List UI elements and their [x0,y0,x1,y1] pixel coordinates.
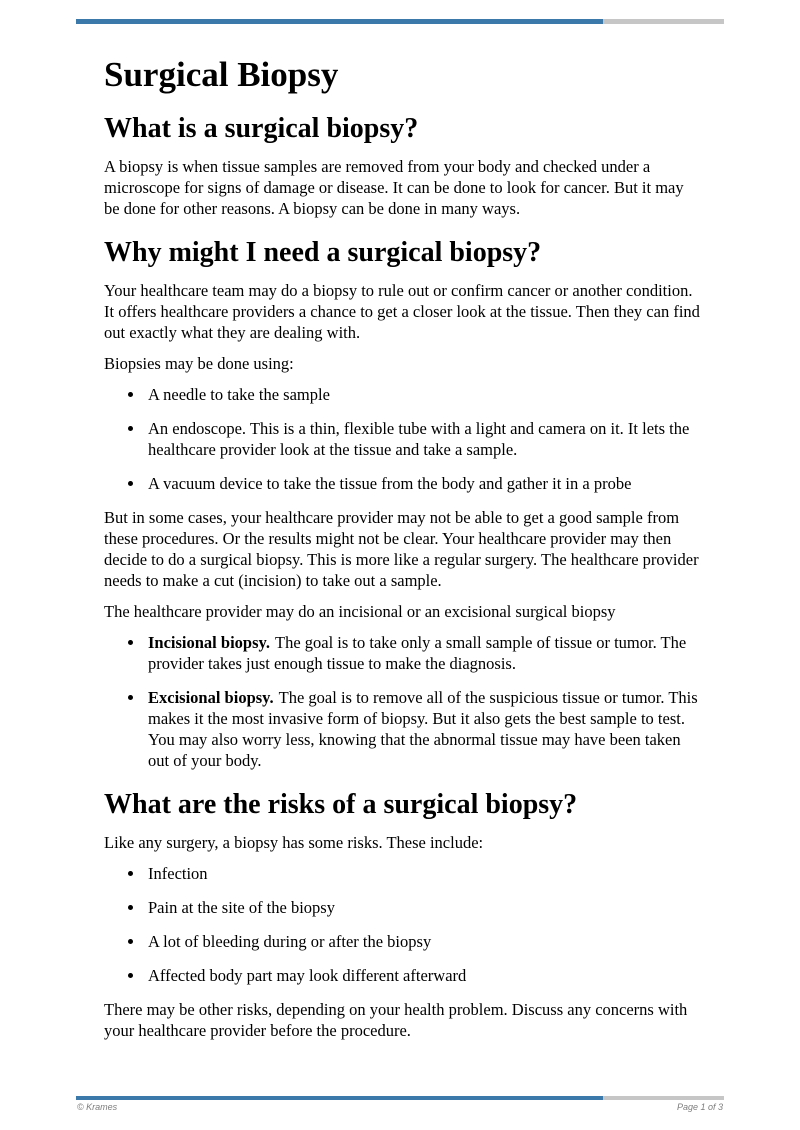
bullet-list-biopsy-methods [104,384,700,494]
footer [77,1102,723,1112]
list-item [145,687,700,771]
document-body [104,0,700,1051]
footer-accent-bar-gray [603,1096,725,1100]
paragraph: The healthcare provider may do an incisional or an excisional surgical biopsy [104,602,616,621]
bullet-list-biopsy-types [104,632,700,771]
list-item: • A needle to take the sample [145,384,700,405]
list-item: • An endoscope. This is a thin, flexible tube with a light and camera on it. It lets the healthcare provider look at the tissue and take a sample. [145,418,700,460]
list-item-text: The goal is to take only a small sample of tissue or tumor. The provider takes just enough tissue to make the diagnosis. [148,633,687,673]
list-item-lead: Excisional biopsy. [148,688,274,707]
paragraph: A biopsy is when tissue samples are removed from your body and checked under a microscope for signs of damage or disease. It can be done to look for cancer. But it may be done for other reasons. A biopsy can be done in many ways. [104,157,684,218]
list-item-text: The goal is to remove all of the suspicious tissue or tumor. This makes it the most invasive form of biopsy. But it also gets the best sample to test. You may also worry less, knowing that the abnormal tissue may have been taken out of your body. [148,688,698,770]
section-heading-what-is: What is a surgical biopsy? [104,113,419,144]
section-heading-why-need: Why might I need a surgical biopsy? [104,237,542,268]
list-item: • Infection [145,863,700,884]
paragraph: Your healthcare team may do a biopsy to rule out or confirm cancer or another condition. It offers healthcare providers a chance to get a closer look at the tissue. Then they can find out exactly what they are dealing with. [104,281,700,342]
list-item-lead: Incisional biopsy. [148,633,270,652]
footer-page-number: Page 1 of 3 [676,1102,723,1112]
list-item: • A lot of bleeding during or after the biopsy [145,931,700,952]
footer-copyright: © Krames [77,1102,118,1112]
list-item [145,632,700,674]
paragraph: But in some cases, your healthcare provider may not be able to get a good sample from these procedures. Or the results might not be clear. Your healthcare provider may then decide to do a surgical biopsy. This is more like a regular surgery. The healthcare provider needs to make a cut (incision) to take out a sample. [104,508,699,590]
list-item: • Affected body part may look different afterward [145,965,700,986]
paragraph: Biopsies may be done using: [104,354,294,373]
paragraph: Like any surgery, a biopsy has some risks. These include: [104,833,484,852]
list-item: • A vacuum device to take the tissue from the body and gather it in a probe [145,473,700,494]
list-item: • Pain at the site of the biopsy [145,897,700,918]
section-heading-risks: What are the risks of a surgical biopsy? [104,789,578,820]
footer-accent-bar-blue [76,1096,603,1100]
bullet-list-risks [104,863,700,986]
page-title: Surgical Biopsy [104,55,339,94]
footer-accent-bar [76,1096,724,1100]
paragraph: There may be other risks, depending on your health problem. Discuss any concerns with your healthcare provider before the procedure. [104,1000,688,1040]
